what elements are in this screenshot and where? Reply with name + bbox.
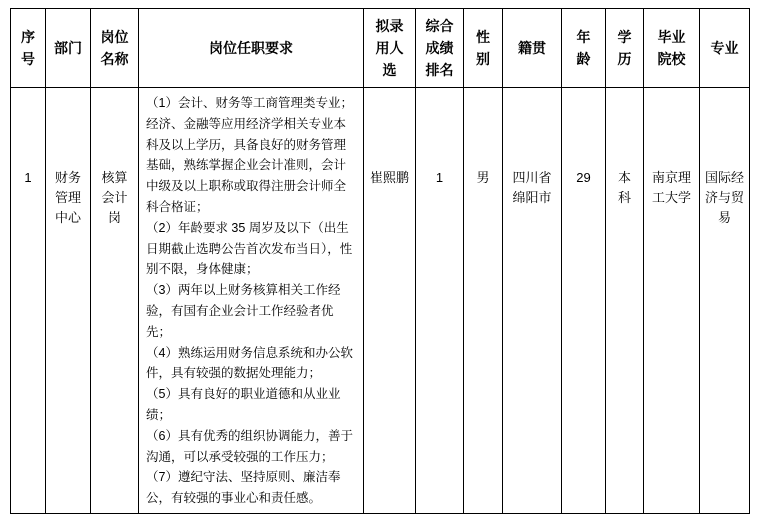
cell-gender: 男 [464,88,503,514]
table-header-row [11,9,750,88]
requirement-item-3: （3）两年以上财务核算相关工作经验，有国有企业会计工作经验者优先； [146,283,341,339]
cell-native-place: 四川省绵阳市 [503,88,562,514]
header-cell-candidate: 拟录用人选 [364,9,416,88]
header-cell-seq: 序号 [11,9,46,88]
header-cell-native-place: 籍贯 [503,9,562,88]
cell-school: 南京理工大学 [644,88,700,514]
header-cell-requirements: 岗位任职要求 [139,9,364,88]
requirement-item-6: （6）具有优秀的组织协调能力，善于沟通，可以承受较强的工作压力； [146,428,353,464]
requirement-item-4: （4）熟练运用财务信息系统和办公软件，具有较强的数据处理能力； [146,345,353,381]
header-cell-gender: 性别 [464,9,503,88]
cell-major: 国际经济与贸易 [700,88,750,514]
header-cell-school: 毕业院校 [644,9,700,88]
requirement-item-5: （5）具有良好的职业道德和从业业绩； [146,387,341,422]
cell-candidate: 崔熙鹏 [364,88,416,514]
cell-department: 财务管理中心 [46,88,91,514]
cell-rank: 1 [416,88,464,514]
requirement-item-1: （1）会计、财务等工商管理类专业；经济、金融等应用经济学相关专业本科及以上学历，具备良好的财务管理基础，熟练掌握企业会计准则，会计中级及以上职称或取得注册会计师全科合格证； [146,96,353,214]
cell-education: 本科 [606,88,644,514]
table-data-row [11,88,750,514]
header-cell-age: 年龄 [562,9,606,88]
requirement-item-2: （2）年龄要求 35 周岁及以下（出生日期截止选聘公告首次发布当日），性别不限，身体健康； [146,220,353,277]
cell-seq: 1 [11,88,46,514]
cell-age: 29 [562,88,606,514]
header-cell-major: 专业 [700,9,750,88]
header-cell-department: 部门 [46,9,91,88]
cell-requirements [139,88,364,514]
header-cell-position-name: 岗位名称 [91,9,139,88]
cell-position-name: 核算会计岗 [91,88,139,514]
requirement-item-7: （7）遵纪守法、坚持原则、廉洁奉公，有较强的事业心和责任感。 [146,470,341,506]
header-cell-education: 学历 [606,9,644,88]
header-cell-rank: 综合成绩排名 [416,9,464,88]
recruitment-table [10,8,750,514]
